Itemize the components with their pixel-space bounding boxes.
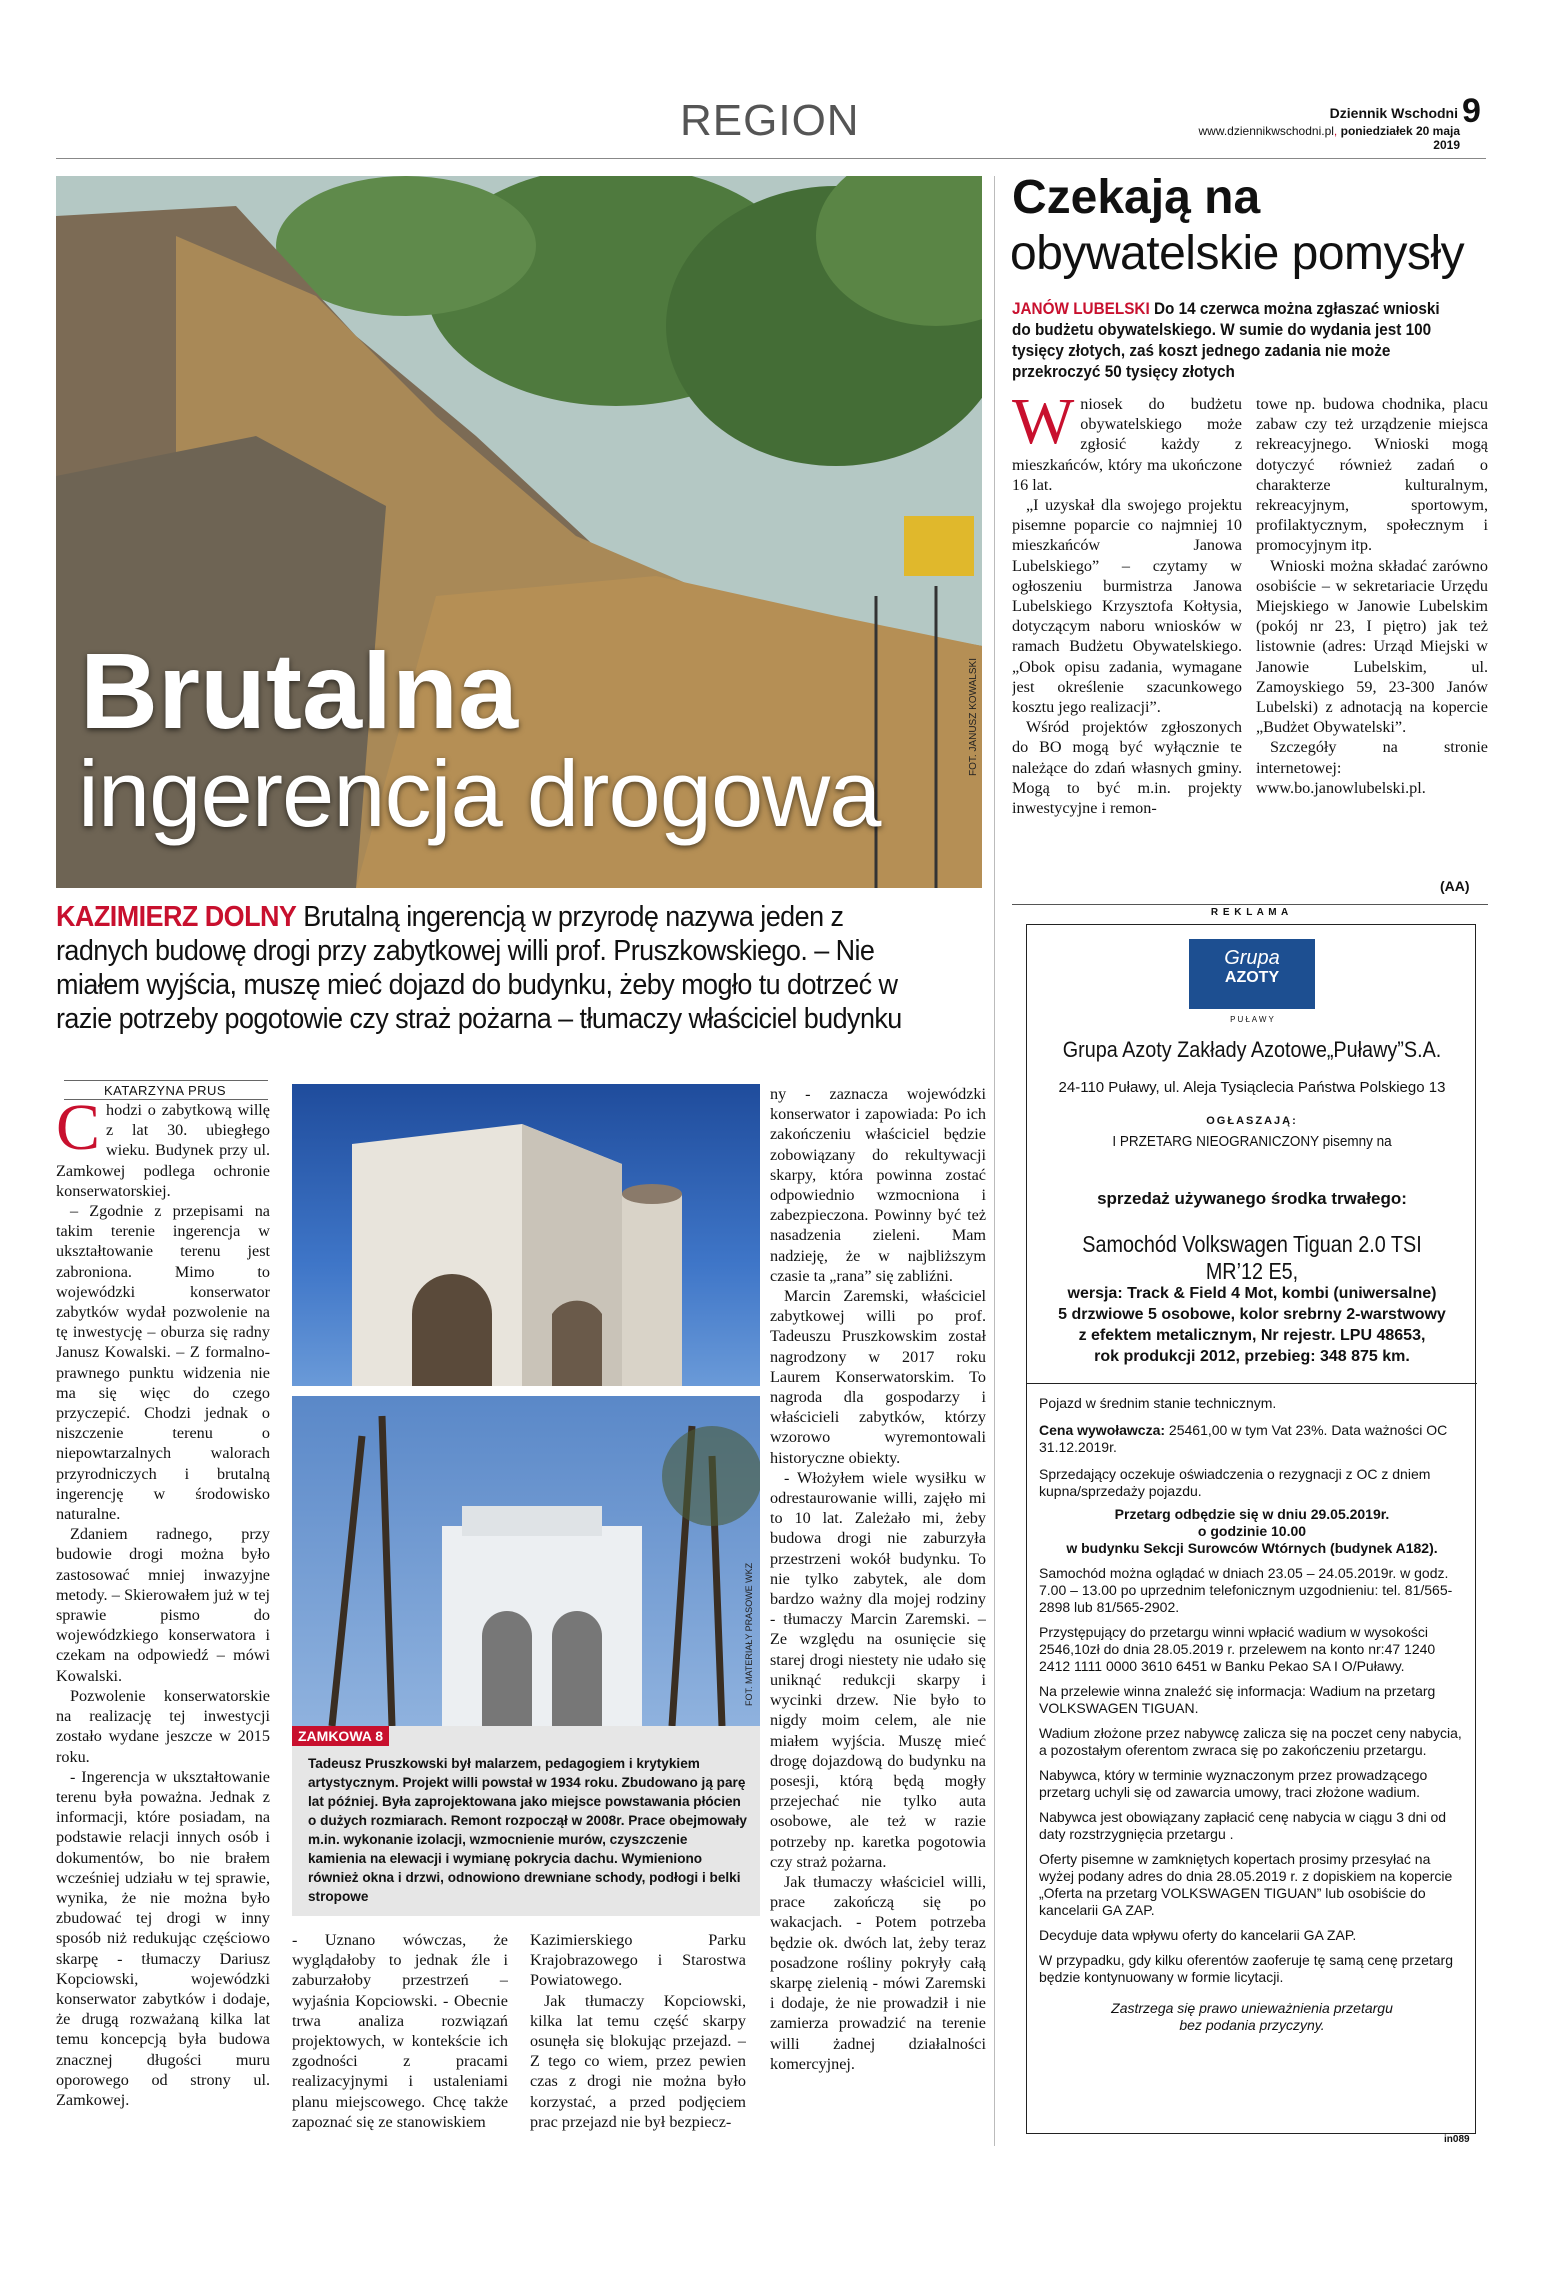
ad-date-block <box>1039 1506 1465 1557</box>
ad-divider <box>1027 1383 1477 1384</box>
photo-credit: FOT. JANUSZ KOWALSKI <box>968 658 979 776</box>
main-lead <box>56 900 923 1036</box>
side-signature: (AA) <box>1440 878 1470 894</box>
ad-condition: Pojazd w średnim stanie technicznym. <box>1039 1395 1277 1411</box>
ad-company: Grupa Azoty Zakłady Azotowe„Puławy”S.A. <box>1062 1037 1442 1062</box>
lead-place: KAZIMIERZ DOLNY <box>56 901 297 933</box>
paragraph: towe np. budowa chodnika, placu zabaw czy też urządzenie miejsca rekreacyjnego. Wnioski mogą dotyczyć również zadań o charakterze kulturalnym, rekreacyjnym, sportowym, profilaktycznym, społecznym i promocyjnym itp. <box>1256 395 1488 555</box>
ad-specs <box>1027 1283 1477 1367</box>
paragraph: Marcin Zaremski, właściciel zabytkowej willi po prof. Tadeuszu Pruszkowskim został nagrodzony w 2017 roku Laurem Konserwatorskim. To nagroda dla gospodarzy i właścicieli zabytków, którzy wzorowo wyremontowali historyczne obiekty. <box>770 1287 986 1467</box>
logo-sub: P U Ł A W Y <box>1230 1015 1274 1024</box>
villa-photo-1 <box>292 1084 760 1386</box>
ad-para: Decyduje data wpływu oferty do kancelarii GA ZAP. <box>1039 1927 1357 1943</box>
paragraph: Wnioski można składać zarówno osobiście – w sekretariacie Urzędu Miejskiego w Janowie Lubelskim (pokój nr 23, I piętro) jak też listownie (adres: Urząd Miejski w Janowie Lubelskim, ul. Zamoyskiego 59, 23-300 Janów Lubelski) z adnotacją na kopercie „Budżet Obywatelski”. <box>1256 556 1488 737</box>
ad-para: Samochód można oglądać w dniach 23.05 – 24.05.2019r. w godz. 7.00 – 13.00 po uprzednim telefonicznym uzgodnieniu: tel. 81/565-2898 lub 81/565-2902. <box>1039 1565 1453 1615</box>
page-number: 9 <box>1462 92 1481 130</box>
ad-vehicle: Samochód Volkswagen Tiguan 2.0 TSI MR’12 E5, <box>1082 1231 1422 1284</box>
header-site-date: www.dziennikwschodni.pl, poniedziałek 20 maja 2019 <box>1198 124 1460 152</box>
column-divider <box>994 176 995 2146</box>
paragraph: - Ingerencja w ukształtowanie terenu była poważna. Jednak z informacji, które posiadam, na podstawie relacji innych osób i dokumentów, bo nie brałem wcześniej udziału w tej sprawie, wynika, że nie można było zbudować tej drogi w inny sposób niż redukując częściowo skarpę - tłumaczy Dariusz Kopciowski, wojewódzki konserwator zabytków i dodaje, że drugą rozważaną kilka lat temu koncepcją była budowa znacznej długości muru oporowego od strony ul. Zamkowej. <box>56 1767 270 2109</box>
ad-para: Przystępujący do przetargu winni wpłacić wadium w wysokości 2546,10zł do dnia 28.05.2019 r. przelewem na konto nr:47 1240 2412 1111 0000 3610 6451 w Banku Pekao SA I O/Puławy. <box>1039 1624 1436 1674</box>
paragraph: Zdaniem radnego, przy budowie drogi można było zastosować mniej inwazyjne metody. – Skierowałem już w tej sprawie pismo do wojewódzkiego konserwatora i czekam na odpowiedź – mówi Kowalski. <box>56 1525 270 1685</box>
ad-tender-type: I PRZETARG NIEOGRANICZONY pisemny na <box>1112 1133 1392 1150</box>
photo-credit-2: FOT. MATERIAŁY PRASOWE WKZ <box>744 1562 754 1706</box>
ad-body <box>1039 1395 1465 2034</box>
main-col-3 <box>530 1930 746 2140</box>
main-headline-line1: Brutalna <box>80 630 519 751</box>
side-drop-cap: W <box>1012 394 1075 458</box>
masthead-name <box>1300 105 1458 121</box>
logo-line1: Grupa <box>1224 947 1280 969</box>
ad-box <box>1026 924 1476 2134</box>
side-lead <box>1012 298 1442 382</box>
main-col-1 <box>56 1100 270 2140</box>
ad-price <box>1039 1422 1465 1456</box>
side-lead-place: JANÓW LUBELSKI <box>1012 299 1150 318</box>
paragraph: „I uzyskał dla swojego projektu pisemne poparcie co najmniej 10 mieszkańców Janowa Lubelskiego” – czytamy w ogłoszeniu burmistrza Janowa Lubelskiego Krzysztofa Kołtysia, dotyczącym naboru wniosków w ramach Budżetu Obywatelskiego. „Obok opisu zadania, wymagane jest określenie szacunkowego kosztu jego realizacji”. <box>1012 496 1242 717</box>
logo-line2: AZOTY <box>1224 969 1280 986</box>
ad-para: Wadium złożone przez nabywcę zalicza się na poczet ceny nabycia, a pozostałym oferentom zwraca się po zakończeniu przetargu. <box>1039 1725 1462 1758</box>
paragraph: Kazimierskiego Parku Krajobrazowego i Starostwa Powiatowego. <box>530 1931 746 1990</box>
ad-para: Oferty pisemne w zamkniętych kopertach prosimy przesyłać na wyżej podany adres do dnia 28.05.2019 r. z dopiskiem na kopercie „Oferta na przetarg VOLKSWAGEN TIGUAN” lub osobiście do kancelarii GA ZAP. <box>1039 1851 1453 1918</box>
ad-announces: OGŁASZAJĄ: <box>1206 1115 1298 1127</box>
villa-photo-2 <box>292 1396 760 1726</box>
paragraph: ny - zaznacza wojewódzki konserwator i zapowiada: Po ich zakończeniu właściciel będzie zobowiązany do rekultywacji skarpy, która powinna zostać odpowiednio wzmocniona i zabezpieczona. Powinny być też nasadzenia zieleni. Mam nadzieję, że w najbliższym czasie ta „rana” się zabliźni. <box>770 1085 986 1285</box>
paragraph: - Włożyłem wiele wysiłku w odrestaurowanie willi, zajęło mi to 10 lat. Zależało mi, żeby budowa drogi nie zaburzyła przestrzeni wokół budynku. To nie tylko zabytek, ale dom bardzo ważny dla mojej rodziny - tłumaczy Marcin Zaremski. – Ze względu na osunięcie się starej drogi niestety nie udało się uniknąć redukcji skarpy i wycinki drzew. Nie było to nigdy moim celem, ale nie miałem wyjścia. Muszę mieć drogę dojazdową do budynku na posesji, którą będą mogły przejechać nie tylko auta osobowe, ale też w razie potrzeby np. karetka pogotowia czy straż pożarna. <box>770 1468 986 1871</box>
lead-text: Brutalną ingerencją w przyrodę nazywa jeden z radnych budowę drogi przy zabytkowej willi prof. Pruszkowskiego. – Nie miałem wyjścia, muszę mieć dojazd do budynku, żeby mogło tu dotrzeć w razie potrzeby pogotowie czy straż pożarna – tłumaczy właściciel budynku <box>56 901 902 1035</box>
main-col-4 <box>770 1084 986 2140</box>
spec-line: rok produkcji 2012, przebieg: 348 875 km. <box>1094 1348 1410 1365</box>
ad-para: Sprzedający oczekuje oświadczenia o rezygnacji z OC z dniem kupna/sprzedaży pojazdu. <box>1039 1466 1431 1499</box>
paragraph: Szczegóły na stronie internetowej: www.bo.janowlubelski.pl. <box>1256 738 1488 797</box>
date-line: w budynku Sekcji Surowców Wtórnych (budynek A182). <box>1066 1540 1438 1556</box>
ad-code: in089 <box>1444 2134 1470 2145</box>
ad-reserve <box>1039 2000 1465 2034</box>
side-headline-line2: obywatelskie pomysły <box>1010 227 1465 280</box>
paragraph: Jak tłumaczy Kopciowski, kilka lat temu część skarpy osunęła się blokując przejazd. – Z tego co wiem, przez pewien czas z drogi nie można było korzystać, a przed podjęciem prac przejazd nie był bezpiecz- <box>530 1991 746 2131</box>
price-label: Cena wywoławcza: <box>1039 1422 1166 1438</box>
drop-cap: C <box>56 1100 101 1164</box>
paragraph: Wśród projektów zgłoszonych do BO mogą być wyłącznie te należące do zdań własnych gminy. Mogą to być m.in. projekty inwestycyjne i remon- <box>1012 718 1242 818</box>
spec-line: wersja: Track & Field 4 Mot, kombi (uniwersalne) <box>1067 1285 1437 1302</box>
ad-sale: sprzedaż używanego środka trwałego: <box>1097 1189 1407 1208</box>
reserve-line: bez podania przyczyny. <box>1179 2017 1325 2033</box>
main-col-2 <box>292 1930 508 2140</box>
header-rule <box>56 158 1486 159</box>
caption-text: Tadeusz Pruszkowski był malarzem, pedagogiem i krytykiem artystycznym. Projekt willi powstał w 1934 roku. Zbudowano ją parę lat później. Była zaprojektowana jako miejsce powstawania płócien o dużych rozmiarach. Remont rozpoczął w 2008r. Prace obejmowały m.in. wykonanie izolacji, wzmocnienie murów, czyszczenie kamienia na elewacji i wymianę pokrycia dachu. Wymieniono również okna i drzwi, odnowiono drewniane schody, podłogi i belki stropowe <box>308 1756 747 1904</box>
spec-line: 5 drzwiowe 5 osobowe, kolor srebrny 2-warstwowy <box>1058 1306 1446 1323</box>
ad-para: Na przelewie winna znaleźć się informacja: Wadium na przetarg VOLKSWAGEN TIGUAN. <box>1039 1683 1436 1716</box>
main-photo <box>56 176 982 888</box>
section-title: REGION <box>680 96 860 145</box>
ad-para: Nabywca jest obowiązany zapłacić cenę nabycia w ciągu 3 dni od daty rozstrzygnięcia przetargu . <box>1039 1809 1447 1842</box>
paper-name: Dziennik Wschodni <box>1329 105 1458 121</box>
ad-para: W przypadku, gdy kilku oferentów zaoferuje tę samą cenę przetarg będzie kontynuowany w formie licytacji. <box>1039 1952 1453 1985</box>
reserve-line: Zastrzega się prawo unieważnienia przetargu <box>1111 2000 1393 2016</box>
photo-caption-box <box>292 1726 760 1916</box>
villa-illustration-1 <box>292 1084 760 1386</box>
side-headline-line1: Czekają na <box>1012 171 1261 224</box>
paragraph: – Zgodnie z przepisami na takim terenie ingerencja w ukształtowanie terenu jest zabroniona. Mimo to wojewódzki konserwator zabytków wydał pozwolenie na tę inwestycję – oburza się radny Janusz Kowalski. – Z formalno-prawnego punktu widzenia nie ma się więc do czego przyczepić. Chodzi jednak o niszczenie terenu o niepowtarzalnych walorach przyrodniczych i brutalną ingerencję w środowisko naturalne. <box>56 1202 270 1524</box>
first-paragraph: hodzi o zabytkową willę z lat 30. ubiegłego wieku. Budynek przy ul. Zamkowej podlega ochronie konserwatorskiej. <box>56 1101 270 1200</box>
villa-illustration-2 <box>292 1396 760 1726</box>
first-paragraph: niosek do budżetu obywatelskiego może zgłosić każdy z mieszkańców, który ma ukończone 16 lat. <box>1012 395 1242 494</box>
issue-date: poniedziałek 20 maja 2019 <box>1340 124 1460 152</box>
ad-para: Nabywca, który w terminie wyznaczonym przez prowadzącego przetarg uchyli się od zawarcia umowy, traci złożone wadium. <box>1039 1767 1428 1800</box>
site-url: www.dziennikwschodni.pl <box>1198 124 1334 138</box>
paragraph: Pozwolenie konserwatorskie na realizację tej inwestycji zostało wydane jeszcze w 2015 roku. <box>56 1686 270 1766</box>
author-byline: KATARZYNA PRUS <box>64 1080 268 1100</box>
spec-line: z efektem metalicznym, Nr rejestr. LPU 48653, <box>1078 1327 1426 1344</box>
ad-label: R E K L A M A <box>1012 904 1488 918</box>
main-headline-line2: ingerencja drogowa <box>78 741 881 846</box>
paragraph: Jak tłumaczy właściciel willi, prace zakończą się po wakacjach. - Potem potrzeba będzie ok. dwóch lat, żeby teraz posadzone rośliny pokryły całą skarpę zielenią - mówi Zaremski i dodaje, że nie prowadził i nie zamierza prowadzić na terenie willi żadnej działalności komercyjnej. <box>770 1872 986 2073</box>
side-lead-text: Do 14 czerwca można zgłaszać wnioski do budżetu obywatelskiego. W sumie do wydania jest 100 tysięcy złotych, zaś koszt jednego zadania nie może przekroczyć 50 tysięcy złotych <box>1012 299 1440 381</box>
side-col-2 <box>1256 394 1488 878</box>
price-text: 25461,00 w tym Vat 23%. Data ważności OC 31.12.2019r. <box>1039 1422 1448 1455</box>
side-col-1 <box>1012 394 1242 898</box>
ad-address: 24-110 Puławy, ul. Aleja Tysiąclecia Państwa Polskiego 13 <box>1058 1079 1446 1096</box>
paragraph: - Uznano wówczas, że wyglądałoby to jednak źle i zaburzałoby przestrzeń – wyjaśnia Kopciowski. - Obecnie trwa analiza rozwiązań projektowych, w kontekście ich zgodności z pracami realizacyjnymi i ustaleniami planu miejscowego. Chcę także zapoznać się ze stanowiskiem <box>292 1931 508 2131</box>
date-line: Przetarg odbędzie się w dniu 29.05.2019r. <box>1114 1506 1390 1522</box>
ad-logo <box>1189 939 1315 1009</box>
caption-tag: ZAMKOWA 8 <box>292 1726 389 1746</box>
date-line: o godzinie 10.00 <box>1197 1523 1307 1539</box>
